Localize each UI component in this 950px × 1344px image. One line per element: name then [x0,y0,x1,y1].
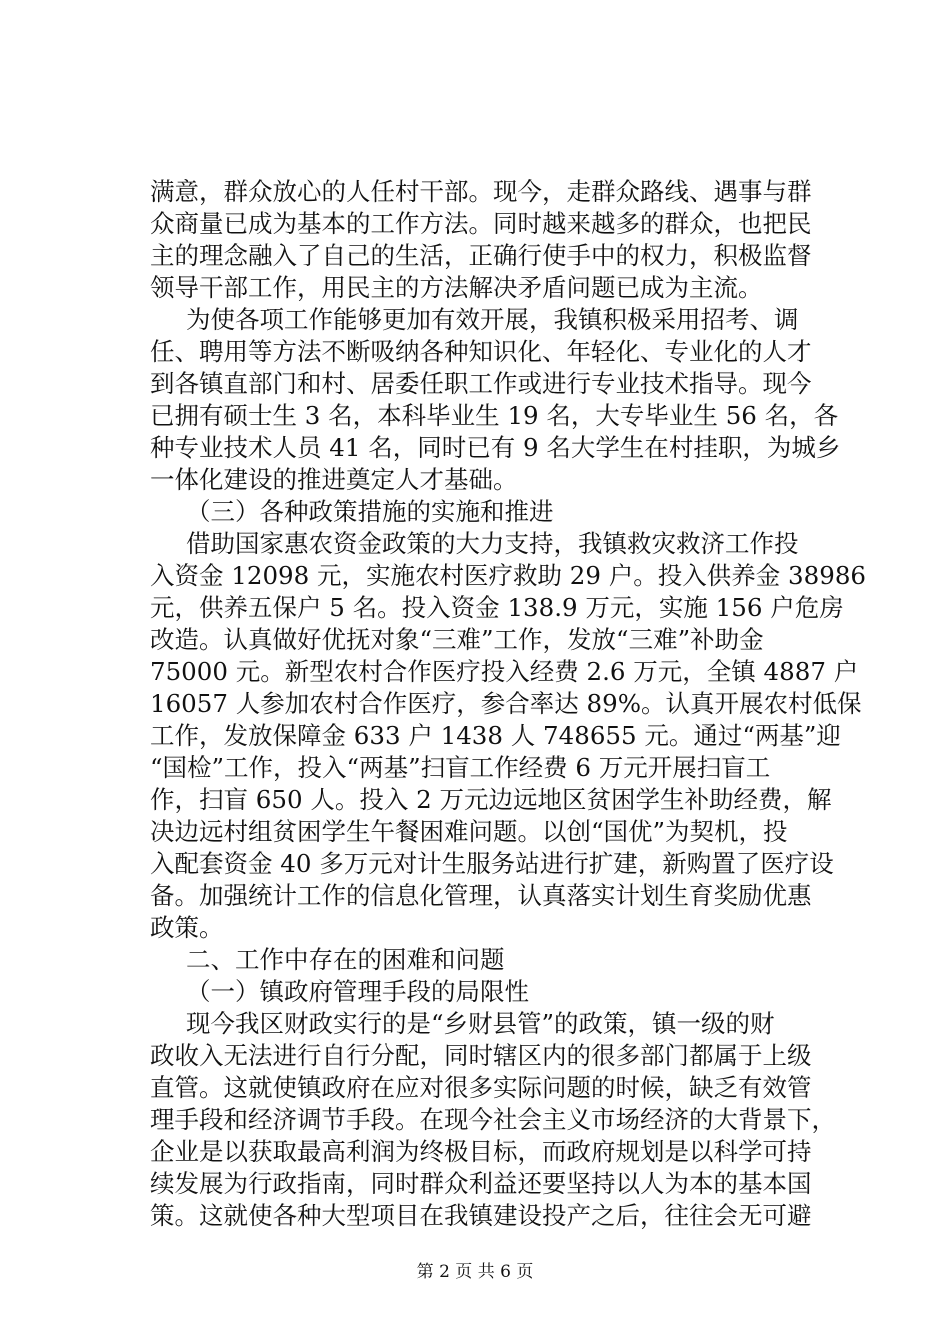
text-line: 主的理念融入了自己的生活，正确行使手中的权力，积极监督 [150,241,812,270]
text-line: 续发展为行政指南，同时群众利益还要坚持以人为本的基本国 [150,1169,812,1198]
text-line: 一体化建设的推进奠定人才基础。 [150,465,518,494]
section-heading: （三）各种政策措施的实施和推进 [186,497,554,526]
paragraph-first-line: 为使各项工作能够更加有效开展，我镇积极采用招考、调 [186,305,799,334]
document-body [150,176,866,1232]
text-line: 满意，群众放心的人任村干部。现今，走群众路线、遇事与群 [150,177,812,206]
paragraph-first-line: 现今我区财政实行的是“乡财县管”的政策，镇一级的财 [186,1009,775,1038]
text-line: 入资金 12098 元，实施农村医疗救助 29 户。投入供养金 38986 [150,561,866,590]
text-line: 领导干部工作，用民主的方法解决矛盾问题已成为主流。 [150,273,763,302]
text-line: 直管。这就使镇政府在应对很多实际问题的时候，缺乏有效管 [150,1073,812,1102]
text-line: 工作，发放保障金 633 户 1438 人 748655 元。通过“两基”迎 [150,721,841,750]
text-line: 政收入无法进行自行分配，同时辖区内的很多部门都属于上级 [150,1041,812,1070]
text-line: 已拥有硕士生 3 名，本科毕业生 19 名，大专毕业生 56 名，各 [150,401,839,430]
text-line: 策。这就使各种大型项目在我镇建设投产之后，往往会无可避 [150,1201,812,1230]
text-line: 任、聘用等方法不断吸纳各种知识化、年轻化、专业化的人才 [150,337,812,366]
text-line: 入配套资金 40 多万元对计生服务站进行扩建，新购置了医疗设 [150,849,834,878]
text-line: 种专业技术人员 41 名，同时已有 9 名大学生在村挂职，为城乡 [150,433,841,462]
text-line: 企业是以获取最高利润为终极目标，而政府规划是以科学可持 [150,1137,812,1166]
text-line: 众商量已成为基本的工作方法。同时越来越多的群众，也把民 [150,209,812,238]
text-line: “国检”工作，投入“两基”扫盲工作经费 6 万元开展扫盲工 [150,753,771,782]
text-line: 75000 元。新型农村合作医疗投入经费 2.6 万元，全镇 4887 户 [150,657,859,686]
text-line: 备。加强统计工作的信息化管理，认真落实计划生育奖励优惠 [150,881,812,910]
paragraph-first-line: 借助国家惠农资金政策的大力支持，我镇救灾救济工作投 [186,529,799,558]
text-line: 改造。认真做好优抚对象“三难”工作，发放“三难”补助金 [150,625,764,654]
text-line: 理手段和经济调节手段。在现今社会主义市场经济的大背景下， [150,1105,836,1134]
section-heading: 二、工作中存在的困难和问题 [186,945,505,974]
text-line: 政策。 [150,913,224,942]
page-number-footer: 第 2 页 共 6 页 [416,1262,534,1282]
text-line: 作，扫盲 650 人。投入 2 万元边远地区贫困学生补助经费，解 [150,785,832,814]
text-line: 决边远村组贫困学生午餐困难问题。以创“国优”为契机，投 [150,817,788,846]
text-line: 元，供养五保户 5 名。投入资金 138.9 万元，实施 156 户危房 [150,593,844,622]
text-line: 16057 人参加农村合作医疗，参合率达 89%。认真开展农村低保 [150,689,862,718]
section-heading: （一）镇政府管理手段的局限性 [186,977,529,1006]
text-line: 到各镇直部门和村、居委任职工作或进行专业技术指导。现今 [150,369,812,398]
